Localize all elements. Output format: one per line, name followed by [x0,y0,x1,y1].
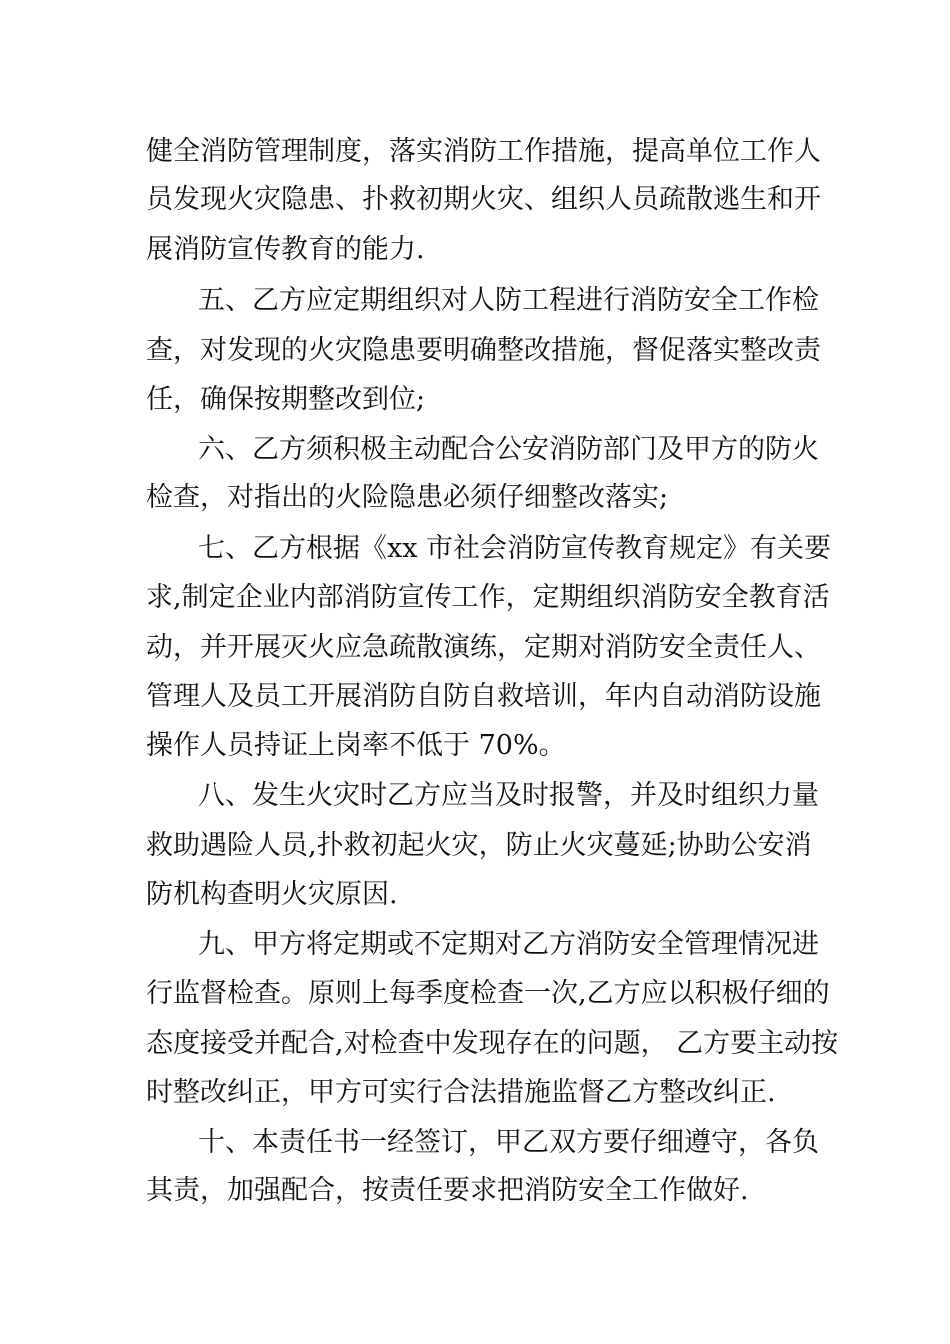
text-line: 五、乙方应定期组织对人防工程进行消防安全工作检 [198,285,819,316]
text-line: 其责，加强配合，按责任要求把消防安全工作做好. [146,1175,749,1206]
text-line: 七、乙方根据《xx 市社会消防宣传教育规定》有关要 [198,533,832,564]
text-line: 防机构查明火灾原因. [146,879,398,910]
text-line: 态度接受并配合,对检查中发现存在的问题， 乙方要主动按 [146,1028,839,1059]
text-line: 员发现火灾隐患、扑救初期火灾、组织人员疏散逃生和开 [146,184,821,215]
text-line: 展消防宣传教育的能力. [146,234,425,265]
text-line: 健全消防管理制度，落实消防工作措施，提高单位工作人 [146,136,821,167]
text-line: 九、甲方将定期或不定期对乙方消防安全管理情况进 [198,929,819,960]
text-line: 任，确保按期整改到位; [146,384,426,415]
text-line: 十、本责任书一经签订，甲乙双方要仔细遵守，各负 [198,1127,819,1158]
text-line: 查，对发现的火灾隐患要明确整改措施，督促落实整改责 [146,335,821,366]
text-line: 管理人及员工开展消防自防自救培训，年内自动消防设施 [146,681,821,712]
text-line: 六、乙方须积极主动配合公安消防部门及甲方的防火 [198,434,819,465]
text-line: 八、发生火灾时乙方应当及时报警，并及时组织力量 [198,780,819,811]
text-line: 动，并开展灭火应急疏散演练，定期对消防安全责任人、 [146,632,821,663]
text-line: 行监督检查。原则上每季度检查一次,乙方应以积极仔细的 [146,978,830,1009]
text-line: 操作人员持证上岗率不低于 70%。 [146,730,566,761]
text-line: 求,制定企业内部消防宣传工作，定期组织消防安全教育活 [146,582,830,613]
text-line: 救助遇险人员,扑救初起火灾，防止火灾蔓延;协助公安消 [146,830,812,861]
text-line: 检查，对指出的火险隐患必须仔细整改落实; [146,482,669,513]
text-line: 时整改纠正，甲方可实行合法措施监督乙方整改纠正. [146,1077,776,1108]
